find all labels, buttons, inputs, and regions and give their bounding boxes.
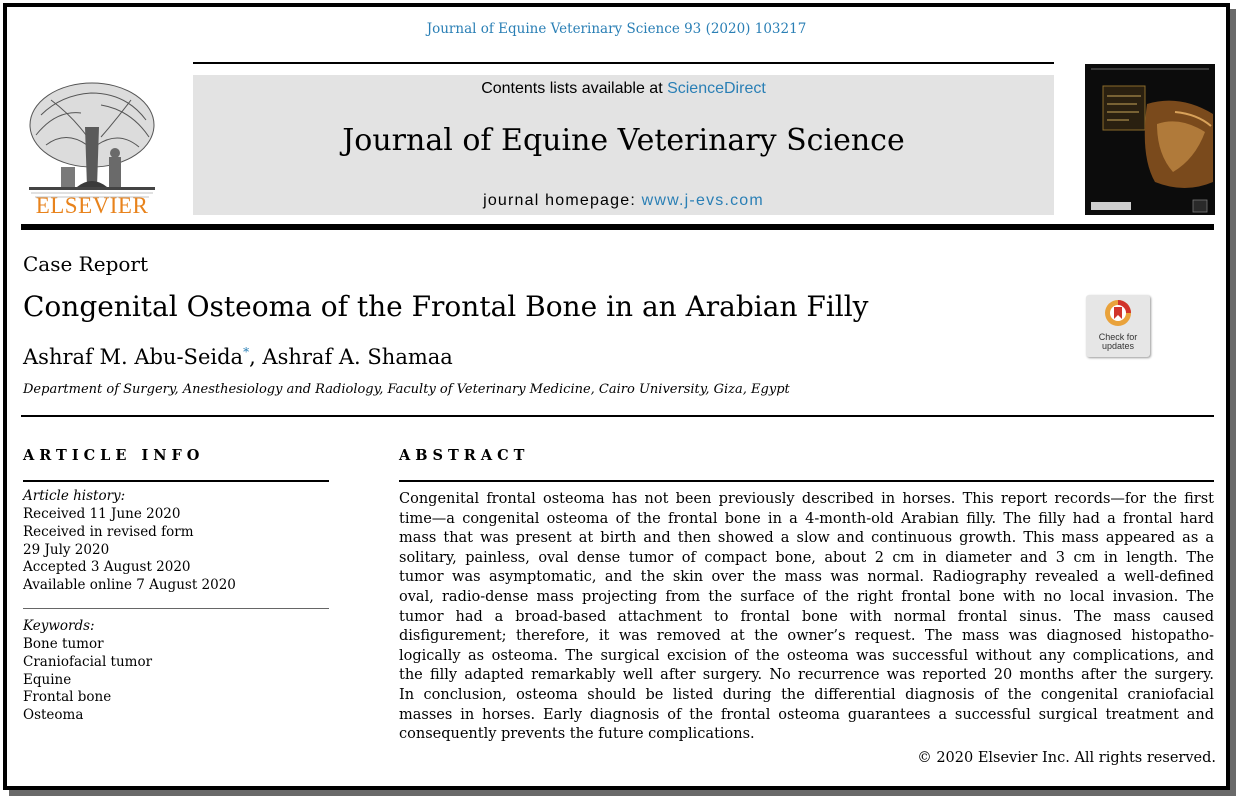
author-list	[23, 345, 453, 369]
crossmark-text-2: updates	[1101, 341, 1135, 351]
abstract-line: tumor was asymptomatic, and the skin over the mass was normal. Radiography revealed a well-defined	[399, 569, 1214, 586]
keyword[interactable]: Frontal bone	[23, 689, 112, 706]
history-item: Received in revised form	[23, 523, 194, 540]
abstract-line: time—a congenital osteoma of the frontal bone in a 4-month-old Arabian filly. The filly had a frontal hard	[399, 510, 1214, 527]
keyword[interactable]: Bone tumor	[23, 636, 104, 652]
abstract-line: tumor had a broad-based attachment to frontal bone with normal frontal sinus. The mass caused	[399, 608, 1214, 625]
article-title: Congenital Osteoma of the Frontal Bone in an Arabian Filly	[23, 290, 869, 323]
journal-citation[interactable]: Journal of Equine Veterinary Science 93 (2020) 103217	[426, 21, 807, 37]
abstract-line: disfigurement; therefore, it was removed at the owner’s request. The mass was diagnosed histopatho-	[399, 628, 1214, 645]
abstract-line: consequently prevents the future complications.	[399, 726, 755, 743]
article-info-rule	[23, 480, 329, 482]
abstract-line: masses in horses. Early diagnosis of the frontal osteoma guarantees a successful surgical treatment and	[399, 706, 1214, 723]
homepage-line	[193, 192, 1054, 210]
page-frame	[3, 3, 1230, 790]
abstract-rule	[399, 480, 1214, 482]
homepage-prefix: journal homepage:	[483, 192, 642, 209]
abstract-line: oval, radio-dense mass projecting from the surface of the right frontal bone with no local invasion. The	[399, 588, 1214, 605]
copyright-notice: © 2020 Elsevier Inc. All rights reserved.	[917, 750, 1216, 766]
author-2[interactable]: Ashraf A. Shamaa	[262, 345, 453, 369]
abstract-line: In conclusion, osteoma should be listed during the differential diagnosis of the congenital craniofacial	[399, 686, 1214, 703]
article-history-label: Article history:	[23, 488, 126, 504]
history-item: Received 11 June 2020	[23, 506, 181, 522]
affiliation: Department of Surgery, Anesthesiology and Radiology, Faculty of Veterinary Medicine, Cairo University, Giza, Egypt	[23, 382, 790, 397]
header-thick-rule	[21, 224, 1214, 230]
crossmark-text-1: Check for	[1098, 332, 1138, 342]
corresponding-author-mark[interactable]: *	[243, 345, 250, 359]
journal-cover-image	[1085, 64, 1215, 215]
abstract-line: solitary, painless, oval dense tumor of compact bone, about 2 cm in diameter and 3 cm in length. The	[399, 549, 1214, 566]
history-item: Available online 7 August 2020	[23, 577, 236, 594]
article-type: Case Report	[23, 252, 149, 276]
abstract-heading: ABSTRACT	[399, 447, 530, 464]
abstract-line: mass that was present at birth and then showed a slow and continuous growth. This mass appeared as a	[399, 530, 1214, 547]
history-item: Accepted 3 August 2020	[23, 559, 191, 576]
homepage-link[interactable]: www.j-evs.com	[641, 192, 764, 209]
contents-prefix: Contents lists available at	[481, 80, 668, 97]
keyword[interactable]: Equine	[23, 671, 72, 688]
contents-line	[193, 80, 1054, 98]
author-1[interactable]: Ashraf M. Abu-Seida	[23, 345, 244, 369]
abstract-text	[399, 490, 1214, 745]
author-separator: ,	[249, 345, 263, 369]
journal-title: Journal of Equine Veterinary Science	[342, 123, 905, 158]
keyword[interactable]: Craniofacial tumor	[23, 653, 153, 670]
header-rule	[193, 62, 1054, 64]
sciencedirect-link[interactable]: ScienceDirect	[667, 80, 766, 97]
journal-banner	[193, 75, 1054, 215]
abstract-line: Congenital frontal osteoma has not been previously described in horses. This report records—for the first	[399, 491, 1214, 507]
keyword-list	[23, 636, 152, 725]
article-history-list	[23, 506, 236, 595]
abstract-line: the filly adapted remarkably well after surgery. No recurrence was reported 20 months after the surgery.	[399, 667, 1214, 684]
check-for-updates-button[interactable]	[1086, 295, 1150, 357]
keyword[interactable]: Osteoma	[23, 707, 84, 724]
section-rule	[21, 415, 1214, 417]
publisher-name: ELSEVIER	[35, 193, 149, 218]
history-item: 29 July 2020	[23, 541, 110, 558]
keywords-label: Keywords:	[23, 618, 95, 634]
keywords-rule	[23, 608, 329, 609]
crossmark-icon	[1103, 298, 1133, 328]
article-info-heading: ARTICLE INFO	[23, 447, 205, 464]
abstract-line: logically as osteoma. The surgical excision of the osteoma was successful without any complications, and	[399, 647, 1214, 664]
